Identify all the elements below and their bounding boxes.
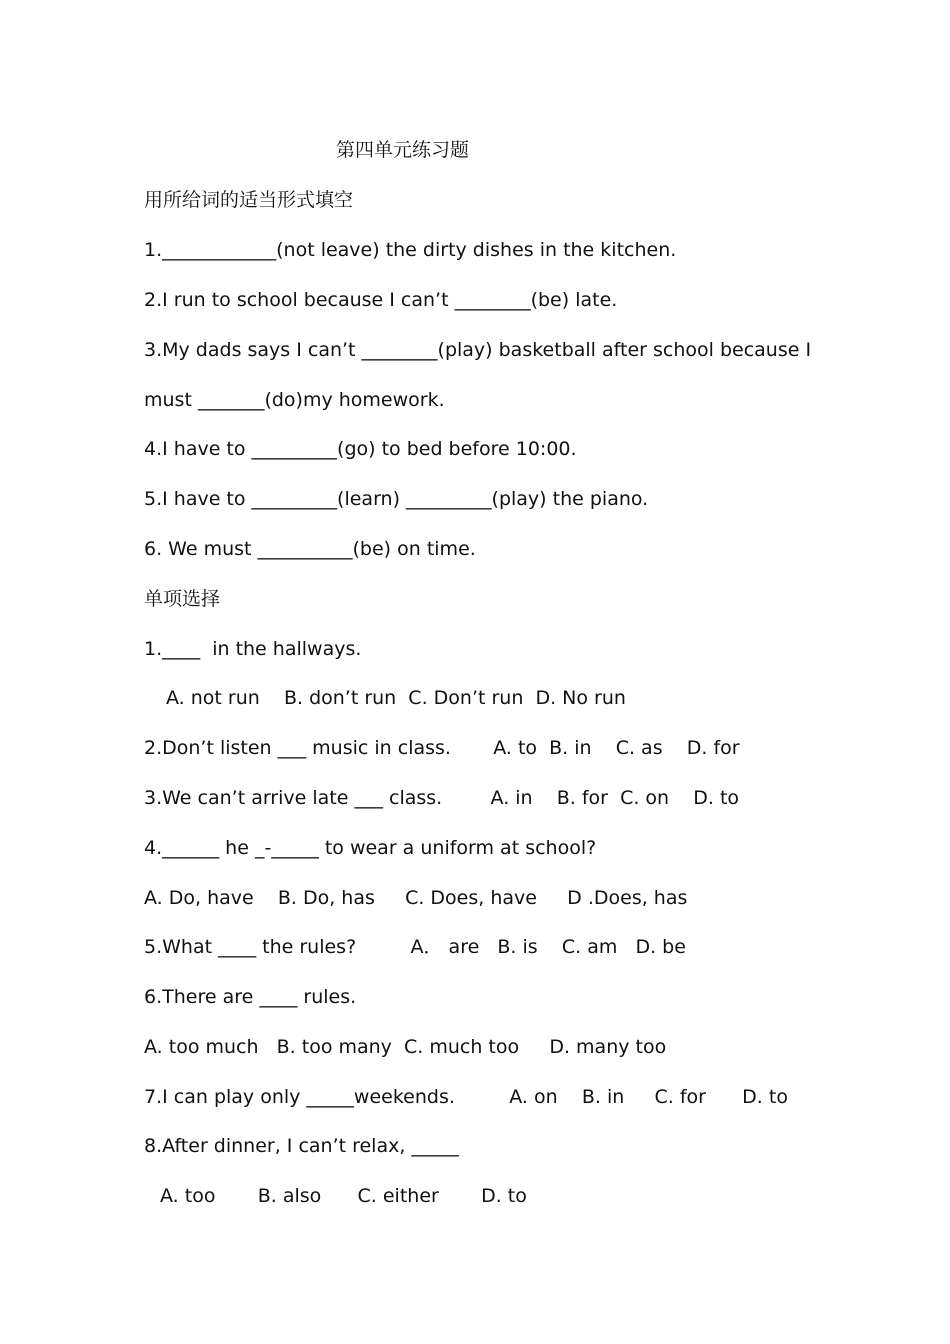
- fill-in-item-5: 5.I have to _________(learn) _________(play) the piano.: [144, 488, 649, 510]
- fill-in-item-3: 3.My dads says I can’t ________(play) basketball after school because I: [144, 339, 812, 361]
- fill-in-item-3-continued: must _______(do)my homework.: [144, 389, 445, 411]
- choice-question-1: 1.____ in the hallways.: [144, 638, 362, 660]
- choice-question-6: 6.There are ____ rules.: [144, 986, 357, 1008]
- choice-options-1: A. not run B. don’t run C. Don’t run D. No run: [166, 687, 626, 709]
- worksheet-title: 第四单元练习题: [336, 139, 470, 161]
- section-heading-fill-in: 用所给词的适当形式填空: [144, 189, 354, 211]
- choice-question-3: 3.We can’t arrive late ___ class. A. in B. for C. on D. to: [144, 787, 740, 809]
- choice-question-8: 8.After dinner, I can’t relax, _____: [144, 1135, 459, 1157]
- fill-in-item-6: 6. We must __________(be) on time.: [144, 538, 476, 560]
- choice-options-4: A. Do, have B. Do, has C. Does, have D .Does, has: [144, 887, 688, 909]
- choice-question-4: 4.______ he _-_____ to wear a uniform at school?: [144, 837, 597, 859]
- choice-options-8: A. too B. also C. either D. to: [160, 1185, 527, 1207]
- choice-question-5: 5.What ____ the rules? A． are B. is C. am D. be: [144, 936, 686, 958]
- choice-question-7: 7.I can play only _____weekends. A. on B. in C. for D. to: [144, 1086, 788, 1108]
- fill-in-item-1: 1.____________(not leave) the dirty dishes in the kitchen.: [144, 239, 677, 261]
- fill-in-item-2: 2.I run to school because I can’t ________(be) late.: [144, 289, 618, 311]
- section-heading-multiple-choice: 单项选择: [144, 588, 221, 610]
- fill-in-item-4: 4.I have to _________(go) to bed before 10:00.: [144, 438, 577, 460]
- choice-question-2: 2.Don’t listen ___ music in class. A. to B. in C. as D. for: [144, 737, 740, 759]
- choice-options-6: A. too much B. too many C. much too D. many too: [144, 1036, 667, 1058]
